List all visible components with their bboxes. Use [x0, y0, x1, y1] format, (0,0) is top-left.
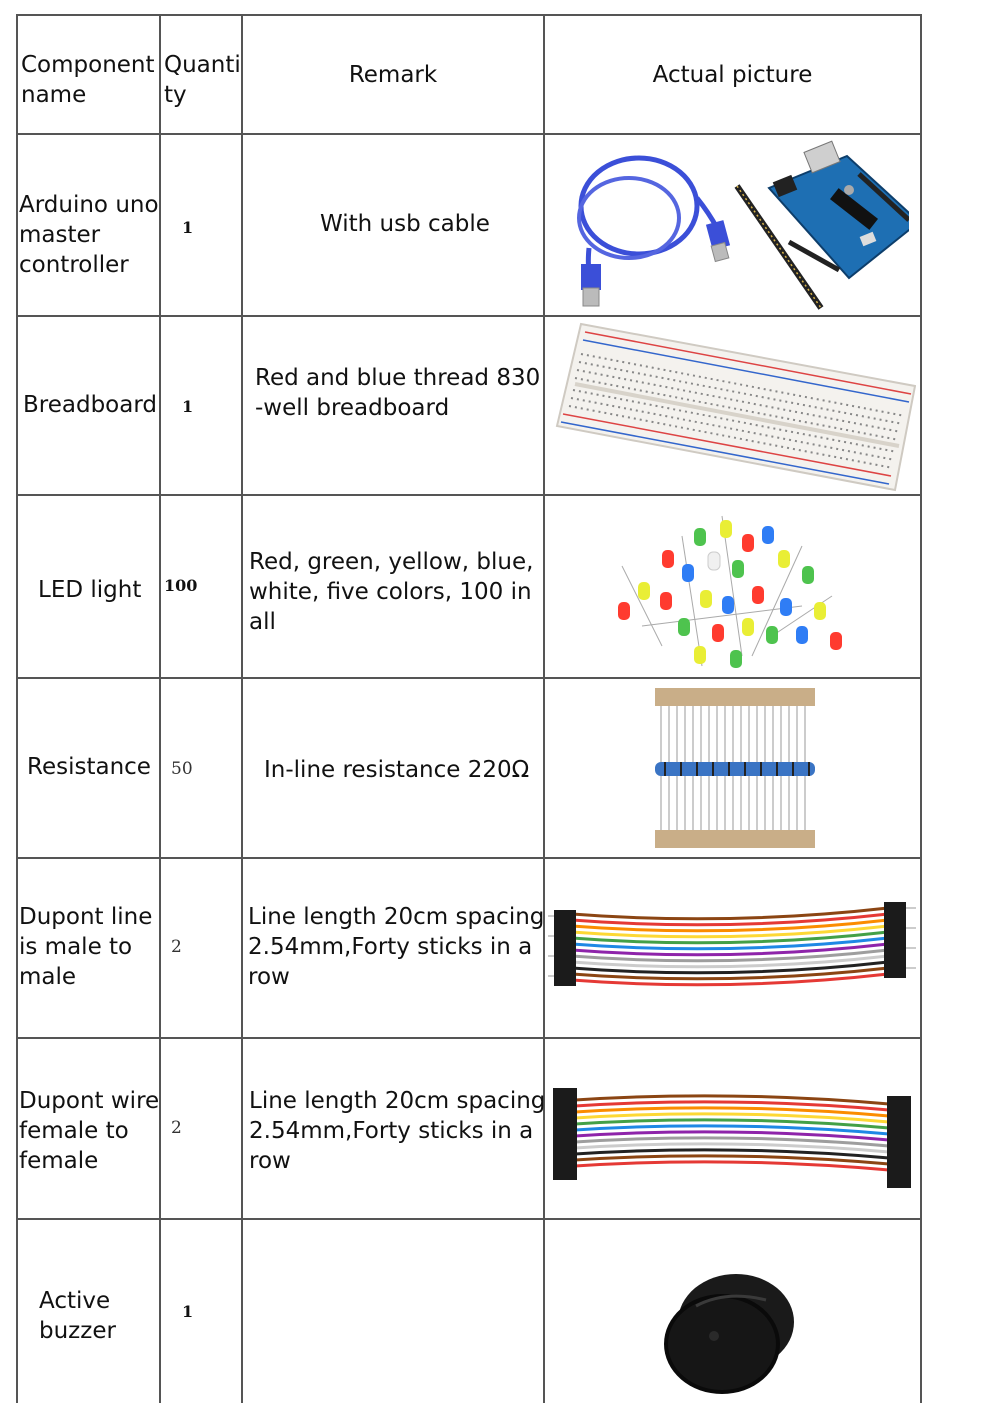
row-name-line: Breadboard [23, 392, 157, 418]
row-divider [16, 494, 922, 496]
buzzer-picture [656, 1260, 806, 1398]
row-divider [16, 857, 922, 859]
row-name-line: Arduino uno [19, 192, 159, 218]
row-divider [16, 1037, 922, 1039]
row-name-line: female [19, 1148, 99, 1174]
column-divider [241, 14, 243, 1403]
remark-line: white, five colors, 100 in [249, 579, 532, 605]
header-remark-text: Remark [348, 62, 438, 88]
breadboard-picture [551, 318, 916, 494]
dupont-male-icon [548, 886, 918, 1002]
row-dupont-male-remark [248, 902, 544, 992]
table-border-top [16, 14, 922, 16]
remark-line: all [249, 609, 276, 635]
resistor-strip-icon [641, 682, 821, 854]
header-component-name [21, 50, 161, 110]
header-quantity-line1: Quanti [164, 52, 241, 78]
qty-value: 1 [182, 1302, 194, 1321]
row-resistance-qty [171, 754, 193, 784]
row-dupont-male-qty [171, 932, 182, 962]
remark-line: Red and blue thread 830 [255, 365, 541, 391]
resistor-picture [641, 682, 821, 854]
row-dupont-female-qty [171, 1113, 182, 1143]
row-name-line: controller [19, 252, 129, 278]
remark-line: Line length 20cm spacing [248, 904, 545, 930]
row-arduino-name [19, 190, 164, 280]
row-buzzer-name [39, 1286, 116, 1346]
row-name-line: male [19, 964, 77, 990]
component-table [16, 14, 922, 1403]
header-quantity [164, 50, 244, 110]
dupont-female-picture [549, 1064, 919, 1194]
row-name-line: Active [39, 1288, 111, 1314]
row-name-line: LED light [38, 577, 142, 603]
row-dupont-male-name [19, 902, 152, 992]
row-name-line: buzzer [39, 1318, 116, 1344]
remark-line: 2.54mm,Forty sticks in a [248, 934, 533, 960]
row-buzzer-qty [182, 1297, 193, 1327]
row-breadboard-remark [255, 363, 540, 423]
row-divider [16, 677, 922, 679]
header-remark [243, 60, 543, 90]
row-divider [16, 133, 922, 135]
table-border-left [16, 14, 18, 1403]
remark-line: Line length 20cm spacing [249, 1088, 546, 1114]
header-actual-picture-text: Actual picture [652, 62, 813, 88]
row-arduino-qty [182, 213, 193, 243]
remark-line: Red, green, yellow, blue, [249, 549, 534, 575]
remark-line: 2.54mm,Forty sticks in a [249, 1118, 534, 1144]
led-picture [602, 506, 852, 674]
row-name-line: female to [19, 1118, 129, 1144]
row-led-remark [249, 547, 533, 637]
header-actual-picture [545, 60, 920, 90]
led-pile-icon [602, 506, 852, 674]
arduino-uno-picture [554, 138, 914, 314]
row-dupont-female-remark [249, 1086, 545, 1176]
header-quantity-line2: ty [164, 82, 187, 108]
dupont-male-picture [548, 886, 918, 1002]
dupont-female-icon [549, 1064, 919, 1194]
remark-text: In-line resistance 220Ω [264, 757, 530, 783]
row-resistance-remark [264, 755, 529, 785]
row-name-line: Dupont line [19, 904, 153, 930]
row-name-line: Resistance [27, 754, 151, 780]
qty-value: 2 [171, 1118, 182, 1138]
row-name-line: Dupont wire [19, 1088, 160, 1114]
row-dupont-female-name [19, 1086, 159, 1176]
row-arduino-remark [320, 209, 490, 239]
row-led-qty [164, 571, 197, 601]
qty-value: 1 [182, 218, 194, 237]
row-led-name [38, 575, 141, 605]
remark-line: row [249, 1148, 291, 1174]
row-name-line: is male to [19, 934, 133, 960]
qty-value: 2 [171, 937, 182, 957]
breadboard-icon [551, 318, 916, 494]
row-divider [16, 1218, 922, 1220]
remark-text: With usb cable [320, 211, 490, 237]
arduino-uno-icon [559, 138, 909, 314]
column-divider [543, 14, 545, 1403]
table-border-right [920, 14, 922, 1403]
row-breadboard-name [23, 390, 157, 420]
qty-value: 100 [164, 576, 198, 595]
header-component-name-text: Component name [21, 52, 155, 108]
qty-value: 1 [182, 397, 194, 416]
active-buzzer-icon [656, 1260, 806, 1398]
remark-line: -well breadboard [255, 395, 450, 421]
row-divider [16, 315, 922, 317]
row-resistance-name [27, 752, 151, 782]
qty-value: 50 [171, 759, 193, 779]
remark-line: row [248, 964, 290, 990]
row-breadboard-qty [182, 392, 193, 422]
row-name-line: master [19, 222, 101, 248]
